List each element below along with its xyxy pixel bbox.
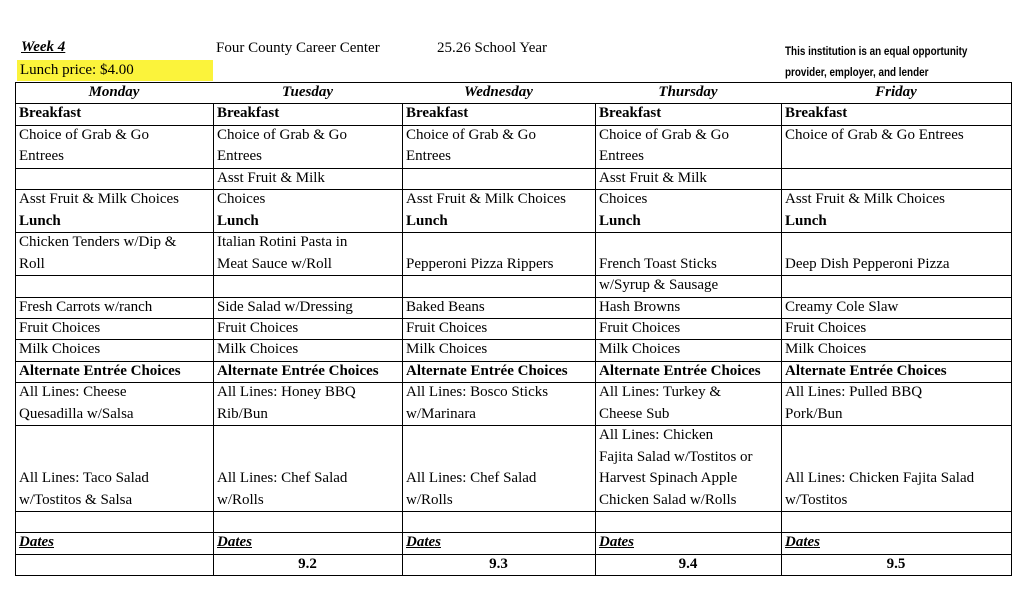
alternate-item: w/Tostitos & Salsa	[19, 492, 133, 508]
breakfast-item: Choices	[599, 191, 648, 207]
grid-line	[15, 297, 1012, 298]
alternate-item	[781, 425, 1011, 447]
grid-line	[15, 532, 1012, 533]
breakfast-item: Choices	[217, 191, 266, 207]
lunch-item	[781, 275, 1011, 297]
day-header-friday: Friday	[875, 84, 917, 100]
date-value-wednesday: 9.3	[489, 556, 508, 572]
lunch-item: Baked Beans	[406, 299, 485, 315]
alternate-item	[213, 447, 402, 468]
day-header-monday: Monday	[88, 84, 140, 100]
lunch-item: Fruit Choices	[599, 320, 681, 336]
grid-line	[15, 168, 1012, 169]
alternate-item: All Lines: Honey BBQ	[217, 384, 356, 400]
alternate-item: w/Marinara	[406, 406, 476, 422]
breakfast-label: Breakfast	[599, 105, 662, 121]
lunch-item: Chicken Tenders w/Dip &	[19, 234, 177, 250]
alternate-item	[15, 447, 213, 468]
alternate-item: All Lines: Taco Salad	[19, 470, 149, 486]
alternate-item	[213, 425, 402, 447]
dates-label: Dates	[599, 534, 634, 550]
lunch-item: Fruit Choices	[785, 320, 867, 336]
lunch-item: w/Syrup & Sausage	[599, 277, 719, 293]
lunch-item	[402, 232, 595, 254]
lunch-item: Italian Rotini Pasta in	[217, 234, 348, 250]
dates-label: Dates	[406, 534, 441, 550]
alternate-item: Quesadilla w/Salsa	[19, 406, 134, 422]
alternate-item: All Lines: Turkey &	[599, 384, 722, 400]
grid-line	[15, 575, 1012, 576]
breakfast-item: Asst Fruit & Milk	[217, 170, 325, 186]
equal-opportunity-notice	[785, 42, 991, 84]
equal-line-2: provider, employer, and lender	[785, 67, 929, 79]
center-name: Four County Career Center	[216, 40, 380, 56]
alternate-item: Rib/Bun	[217, 406, 268, 422]
grid-line	[15, 361, 1012, 362]
breakfast-item: Choice of Grab & Go	[217, 127, 347, 143]
alternate-item: All Lines: Chef Salad	[217, 470, 348, 486]
day-header-tuesday: Tuesday	[281, 84, 334, 100]
alternate-item	[402, 425, 595, 447]
breakfast-item: Entrees	[406, 148, 451, 164]
lunch-label: Lunch	[785, 213, 827, 229]
breakfast-item: Entrees	[217, 148, 262, 164]
breakfast-label: Breakfast	[406, 105, 469, 121]
breakfast-item: Asst Fruit & Milk Choices	[406, 191, 567, 207]
alternate-label: Alternate Entrée Choices	[406, 363, 568, 379]
lunch-label: Lunch	[217, 213, 259, 229]
grid-line	[15, 318, 1012, 319]
breakfast-label: Breakfast	[217, 105, 280, 121]
grid-line	[15, 425, 1012, 426]
lunch-price: Lunch price: $4.00	[17, 60, 213, 81]
lunch-item	[15, 275, 213, 297]
breakfast-item	[402, 168, 595, 189]
date-value-tuesday: 9.2	[298, 556, 317, 572]
grid-line	[15, 189, 1012, 190]
day-header-thursday: Thursday	[658, 84, 718, 100]
lunch-item	[213, 275, 402, 297]
breakfast-item	[781, 168, 1011, 189]
lunch-item: Milk Choices	[217, 341, 299, 357]
day-header-wednesday: Wednesday	[464, 84, 533, 100]
date-value-friday: 9.5	[886, 556, 906, 572]
alternate-item: Chicken Salad w/Rolls	[599, 492, 737, 508]
alternate-label: Alternate Entrée Choices	[217, 363, 379, 379]
breakfast-item: Choice of Grab & Go	[599, 127, 729, 143]
lunch-item: Deep Dish Pepperoni Pizza	[785, 256, 950, 272]
school-year: 25.26 School Year	[437, 40, 548, 56]
grid-line	[15, 275, 1012, 276]
breakfast-item	[781, 146, 1011, 168]
alternate-item: Fajita Salad w/Tostitos or	[599, 449, 753, 465]
lunch-item: Roll	[19, 256, 45, 272]
alternate-item: All Lines: Pulled BBQ	[785, 384, 923, 400]
lunch-item: Milk Choices	[599, 341, 681, 357]
grid-line	[15, 82, 16, 575]
alternate-item: All Lines: Chef Salad	[406, 470, 537, 486]
lunch-item: Milk Choices	[785, 341, 867, 357]
breakfast-label: Breakfast	[19, 105, 82, 121]
date-value-monday	[15, 554, 213, 575]
alternate-item: All Lines: Chicken	[599, 427, 714, 443]
alternate-item: All Lines: Chicken Fajita Salad	[785, 470, 975, 486]
dates-label: Dates	[785, 534, 820, 550]
breakfast-item: Asst Fruit & Milk	[599, 170, 707, 186]
alternate-item	[15, 425, 213, 447]
alternate-label: Alternate Entrée Choices	[19, 363, 181, 379]
alternate-item: All Lines: Bosco Sticks	[406, 384, 549, 400]
alternate-item	[402, 447, 595, 468]
lunch-item: Fruit Choices	[406, 320, 488, 336]
equal-line-1: This institution is an equal opportunity	[785, 46, 968, 58]
date-value-thursday: 9.4	[678, 556, 698, 572]
lunch-item: Pepperoni Pizza Rippers	[406, 256, 554, 272]
grid-line	[15, 511, 1012, 512]
lunch-item: Fruit Choices	[19, 320, 101, 336]
breakfast-label: Breakfast	[785, 105, 848, 121]
breakfast-item: Asst Fruit & Milk Choices	[785, 191, 946, 207]
lunch-item: Hash Browns	[599, 299, 681, 315]
dates-label: Dates	[217, 534, 252, 550]
lunch-item: Side Salad w/Dressing	[217, 299, 353, 315]
lunch-label: Lunch	[406, 213, 448, 229]
lunch-item: Fresh Carrots w/ranch	[19, 299, 153, 315]
grid-line	[15, 82, 1012, 83]
lunch-item: Fruit Choices	[217, 320, 299, 336]
alternate-item	[781, 447, 1011, 468]
grid-line	[15, 232, 1012, 233]
breakfast-item: Choice of Grab & Go Entrees	[785, 127, 964, 143]
grid-line	[15, 554, 1012, 555]
grid-line	[15, 125, 1012, 126]
grid-line	[1011, 82, 1012, 576]
lunch-label: Lunch	[599, 213, 641, 229]
alternate-item: w/Tostitos	[785, 492, 848, 508]
lunch-item	[595, 232, 781, 254]
breakfast-item: Entrees	[599, 148, 644, 164]
breakfast-item: Choice of Grab & Go	[19, 127, 149, 143]
grid-line	[15, 382, 1012, 383]
alternate-item: All Lines: Cheese	[19, 384, 127, 400]
week-label: Week 4	[21, 39, 66, 55]
alternate-item: w/Rolls	[406, 492, 453, 508]
alternate-item: Pork/Bun	[785, 406, 843, 422]
lunch-item	[781, 232, 1011, 254]
lunch-item: Milk Choices	[406, 341, 488, 357]
alternate-label: Alternate Entrée Choices	[599, 363, 761, 379]
alternate-label: Alternate Entrée Choices	[785, 363, 947, 379]
breakfast-item: Asst Fruit & Milk Choices	[19, 191, 180, 207]
alternate-item: Harvest Spinach Apple	[599, 470, 738, 486]
breakfast-item: Entrees	[19, 148, 64, 164]
lunch-item: Milk Choices	[19, 341, 101, 357]
lunch-item: French Toast Sticks	[599, 256, 717, 272]
grid-line	[15, 339, 1012, 340]
lunch-label: Lunch	[19, 213, 61, 229]
lunch-item: Creamy Cole Slaw	[785, 299, 899, 315]
grid-line	[15, 103, 1012, 104]
breakfast-item: Choice of Grab & Go	[406, 127, 536, 143]
lunch-item: Meat Sauce w/Roll	[217, 256, 332, 272]
lunch-item	[402, 275, 595, 297]
breakfast-item	[15, 168, 213, 189]
alternate-item: w/Rolls	[217, 492, 264, 508]
dates-label: Dates	[19, 534, 54, 550]
alternate-item: Cheese Sub	[599, 406, 670, 422]
